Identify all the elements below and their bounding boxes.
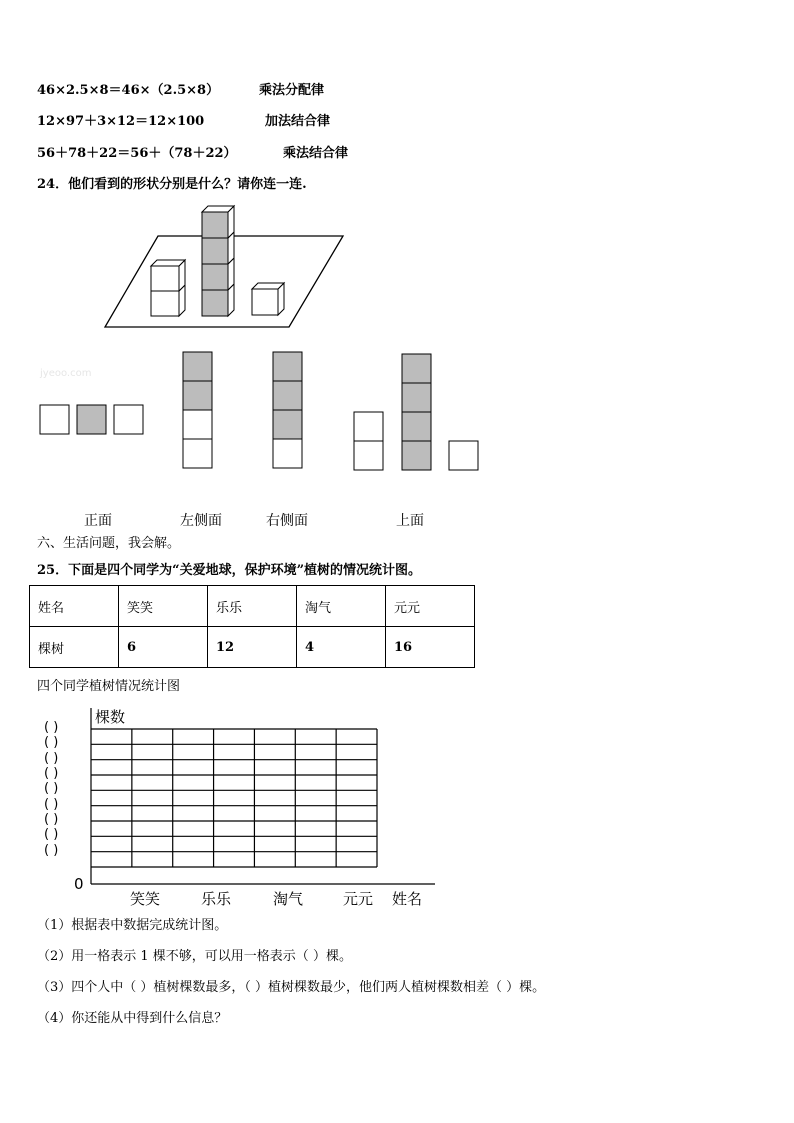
- x-category-label: 笑笑: [130, 890, 161, 908]
- subquestion-2: （2）用一格表示 1 棵不够，可以用一格表示（ ）棵。: [37, 949, 352, 964]
- zero-label: 0: [74, 875, 84, 893]
- law-name-3: 乘法结合律: [283, 146, 349, 161]
- table-row: [30, 627, 475, 668]
- watermark: jyeoo.com: [40, 368, 92, 379]
- view-label-right: 右侧面: [266, 513, 308, 529]
- view-option-1: [40, 405, 143, 434]
- y-tick-placeholder[interactable]: ( ): [44, 796, 59, 812]
- table-cell: 乐乐: [208, 586, 297, 627]
- law-expression-1: 46×2.5×8＝46×（2.5×8）: [37, 83, 220, 98]
- table-cell: 6: [119, 627, 208, 668]
- table-cell: 4: [297, 627, 386, 668]
- y-tick-placeholder[interactable]: ( ): [44, 720, 59, 735]
- x-category-label: 乐乐: [201, 890, 232, 908]
- y-tick-placeholder[interactable]: ( ): [44, 812, 59, 827]
- table-cell: 棵树: [30, 627, 119, 668]
- single-cube: [252, 283, 284, 315]
- q24-prompt: 24．他们看到的形状分别是什么？请你连一连.: [37, 177, 307, 192]
- table-cell: 元元: [386, 586, 475, 627]
- q25-prompt: 25．下面是四个同学为“关爱地球，保护环境”植树的情况统计图。: [37, 563, 422, 578]
- y-tick-placeholder[interactable]: ( ): [44, 750, 59, 766]
- subquestion-1: （1）根据表中数据完成统计图。: [37, 918, 228, 933]
- table-cell: 16: [386, 627, 475, 668]
- x-axis-label: 姓名: [392, 890, 423, 908]
- view-label-top: 上面: [396, 513, 424, 529]
- law-expression-2: 12×97＋3×12＝12×100: [37, 114, 205, 129]
- cube-figures: [0, 200, 794, 500]
- chart-title: 四个同学植树情况统计图: [37, 679, 181, 694]
- x-category-label: 元元: [343, 890, 374, 908]
- law-name-1: 乘法分配律: [259, 83, 325, 98]
- law-expression-3: 56＋78＋22＝56＋（78＋22）: [37, 146, 237, 161]
- table-header-row: [30, 586, 475, 627]
- view-label-left: 左侧面: [180, 513, 222, 529]
- left-cube-stack: [151, 260, 185, 316]
- chart-grid: [0, 700, 794, 910]
- view-option-2: [183, 352, 212, 468]
- view-option-4: [354, 354, 478, 470]
- tall-cube-stack: [202, 206, 234, 316]
- subquestion-4: （4）你还能从中得到什么信息？: [37, 1011, 228, 1026]
- y-tick-placeholder[interactable]: ( ): [44, 842, 59, 858]
- y-tick-placeholder[interactable]: ( ): [44, 781, 59, 797]
- law-name-2: 加法结合律: [265, 114, 331, 129]
- x-category-label: 淘气: [273, 890, 304, 908]
- table-cell: 12: [208, 627, 297, 668]
- view-label-front: 正面: [84, 513, 112, 529]
- y-axis-label: 棵数: [95, 708, 126, 726]
- y-tick-placeholder[interactable]: ( ): [44, 735, 59, 751]
- y-tick-placeholder[interactable]: ( ): [44, 827, 59, 843]
- table-cell: 笑笑: [119, 586, 208, 627]
- tree-planting-table: [29, 585, 475, 668]
- view-option-3: [273, 352, 302, 468]
- subquestion-3: （3）四个人中（ ）植树棵数最多，（ ）植树棵数最少，他们两人植树棵数相差（ ）棵。: [37, 980, 546, 995]
- table-cell: 姓名: [30, 586, 119, 627]
- section-6-title: 六、生活问题，我会解。: [37, 536, 181, 551]
- y-tick-placeholder[interactable]: ( ): [44, 766, 59, 781]
- table-cell: 淘气: [297, 586, 386, 627]
